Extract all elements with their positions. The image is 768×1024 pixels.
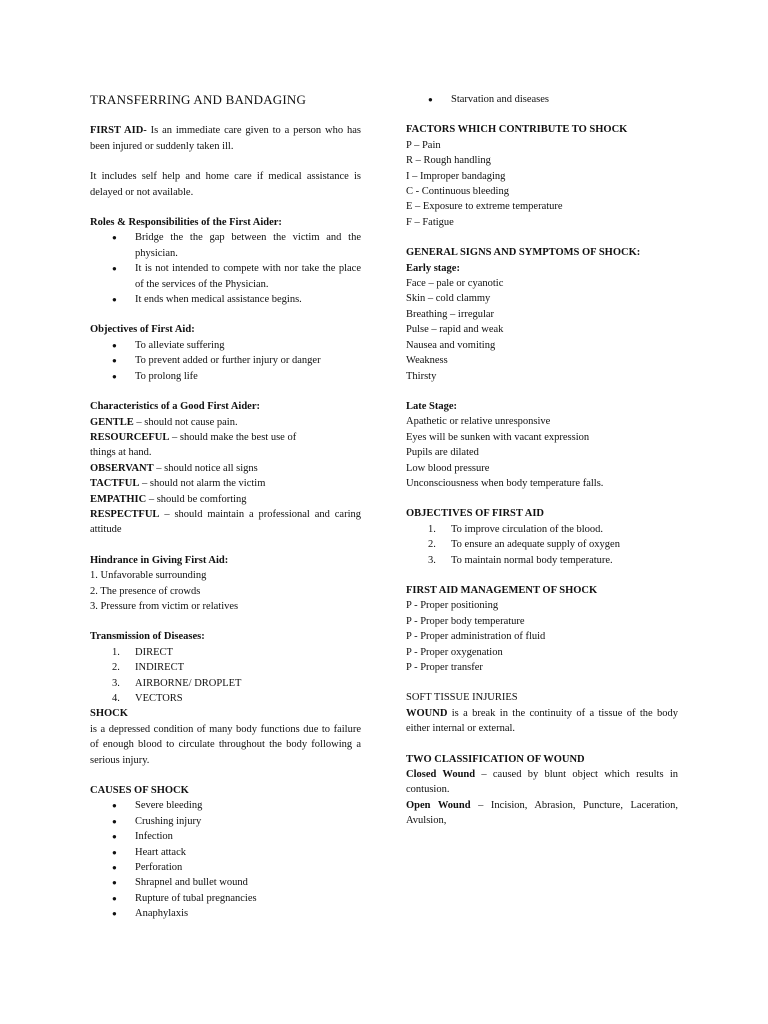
early-sign-item: Pulse – rapid and weak — [406, 324, 504, 336]
open-wound: Open Wound – Incision, Abrasion, Puncture, Laceration, Avulsion, — [406, 799, 678, 827]
early-stage-heading: Early stage: — [406, 262, 460, 274]
characteristic-observant: OBSERVANT – should notice all signs — [90, 462, 258, 474]
management-item: P - Proper oxygenation — [406, 646, 503, 658]
closed-wound: Closed Wound – caused by blunt object which results in contusion. — [406, 769, 678, 796]
list-item: ● Starvation and diseases — [406, 92, 678, 107]
right-column — [406, 92, 678, 829]
list-item: ● It ends when medical assistance begins. — [90, 292, 361, 307]
transmission-list — [90, 645, 361, 707]
page-title: TRANSFERRING AND BANDAGING — [90, 92, 307, 107]
management-item: P - Proper positioning — [406, 600, 499, 612]
hindrance-item: 1. Unfavorable surrounding — [90, 570, 207, 582]
management-item: P - Proper transfer — [406, 662, 483, 673]
management-item: P - Proper body temperature — [406, 615, 525, 627]
list-item: 1. To improve circulation of the blood. — [428, 523, 604, 535]
management-heading: FIRST AID MANAGEMENT OF SHOCK — [406, 584, 598, 596]
list-item: ● Bridge the the gap between the victim and the physician. — [90, 230, 361, 261]
list-item: ● Heart attack — [90, 845, 361, 860]
list-item: 3. To maintain normal body temperature. — [428, 554, 613, 566]
objectives-numbered-list — [406, 522, 678, 568]
list-item: ● It is not intended to compete with nor take the place of the services of the Physician. — [90, 261, 361, 292]
first-aid-term: FIRST AID- — [90, 125, 147, 137]
factor-item: C - Continuous bleeding — [406, 186, 509, 198]
early-sign-item: Skin – cold clammy — [406, 293, 491, 305]
classification-heading: TWO CLASSIFICATION OF WOUND — [406, 753, 585, 765]
early-sign-item: Breathing – irregular — [406, 308, 495, 320]
signs-heading: GENERAL SIGNS AND SYMPTOMS OF SHOCK: — [406, 247, 641, 259]
causes-list-continued — [406, 92, 678, 107]
characteristic-respectful: RESPECTFUL – should maintain a professional and caring attitude — [90, 508, 361, 536]
list-item: ● To prolong life — [90, 369, 361, 384]
factors-heading: FACTORS WHICH CONTRIBUTE TO SHOCK — [406, 124, 628, 136]
late-sign-item: Eyes will be sunken with vacant expression — [406, 431, 590, 443]
characteristic-tactful: TACTFUL – should not alarm the victim — [90, 478, 266, 490]
first-aid-definition: FIRST AID- Is an immediate care given to a person who has been injured or suddenly taken ill. — [90, 125, 361, 152]
objectives-heading: Objectives of First Aid: — [90, 324, 195, 336]
list-item: ● Crushing injury — [90, 814, 361, 829]
management-item: P - Proper administration of fluid — [406, 631, 546, 643]
hindrance-item: 3. Pressure from victim or relatives — [90, 600, 239, 612]
factor-item: E – Exposure to extreme temperature — [406, 201, 563, 213]
roles-heading: Roles & Responsibilities of the First Aider: — [90, 217, 282, 229]
early-sign-item: Thirsty — [406, 370, 437, 382]
early-sign-item: Face – pale or cyanotic — [406, 278, 504, 290]
list-item: 4. VECTORS — [112, 693, 183, 704]
shock-heading: SHOCK — [90, 708, 128, 720]
list-item: ● Anaphylaxis — [90, 906, 361, 921]
factor-item: P – Pain — [406, 139, 441, 151]
list-item: ● Severe bleeding — [90, 798, 361, 813]
list-item: ● Shrapnel and bullet wound — [90, 875, 361, 890]
list-item: ● Perforation — [90, 860, 361, 875]
early-sign-item: Nausea and vomiting — [406, 339, 496, 351]
wound-definition: WOUND is a break in the continuity of a tissue of the body either internal or external. — [406, 707, 678, 735]
objectives-of-first-aid-heading: OBJECTIVES OF FIRST AID — [406, 508, 544, 520]
factor-item: R – Rough handling — [406, 155, 491, 167]
shock-definition: is a depressed condition of many body functions due to failure of enough blood to circulate throughout the body following a serious injury. — [90, 723, 361, 766]
late-sign-item: Apathetic or relative unresponsive — [406, 416, 551, 428]
list-item: 2. To ensure an adequate supply of oxygen — [428, 539, 620, 551]
causes-list — [90, 798, 361, 921]
early-sign-item: Weakness — [406, 355, 448, 367]
list-item: ● Infection — [90, 829, 361, 844]
characteristic-resourceful: RESOURCEFUL – should make the best use of things at hand. — [90, 431, 297, 459]
left-column — [90, 92, 361, 922]
late-stage-heading: Late Stage: — [406, 400, 458, 412]
factor-item: F – Fatigue — [406, 216, 454, 228]
characteristic-empathic: EMPATHIC – should be comforting — [90, 493, 247, 505]
causes-heading: CAUSES OF SHOCK — [90, 785, 189, 797]
list-item: ● To alleviate suffering — [90, 338, 361, 353]
list-item: 3. AIRBORNE/ DROPLET — [112, 677, 242, 689]
list-item: ● Rupture of tubal pregnancies — [90, 891, 361, 906]
late-sign-item: Unconsciousness when body temperature falls. — [406, 477, 604, 489]
hindrance-item: 2. The presence of crowds — [90, 585, 201, 597]
hindrance-heading: Hindrance in Giving First Aid: — [90, 554, 229, 566]
late-sign-item: Pupils are dilated — [406, 447, 479, 459]
soft-tissue-heading: SOFT TISSUE INJURIES — [406, 692, 518, 704]
list-item: 2. INDIRECT — [112, 662, 184, 674]
late-sign-item: Low blood pressure — [406, 462, 490, 474]
objectives-list — [90, 338, 361, 384]
characteristics-heading: Characteristics of a Good First Aider: — [90, 401, 261, 413]
factor-item: I – Improper bandaging — [406, 170, 506, 182]
transmission-heading: Transmission of Diseases: — [90, 631, 205, 643]
list-item: 1. DIRECT — [112, 646, 173, 658]
roles-list — [90, 230, 361, 307]
list-item: ● To prevent added or further injury or danger — [90, 353, 361, 368]
characteristic-gentle: GENTLE – should not cause pain. — [90, 416, 238, 428]
self-help-paragraph: It includes self help and home care if medical assistance is delayed or not available. — [90, 171, 361, 198]
